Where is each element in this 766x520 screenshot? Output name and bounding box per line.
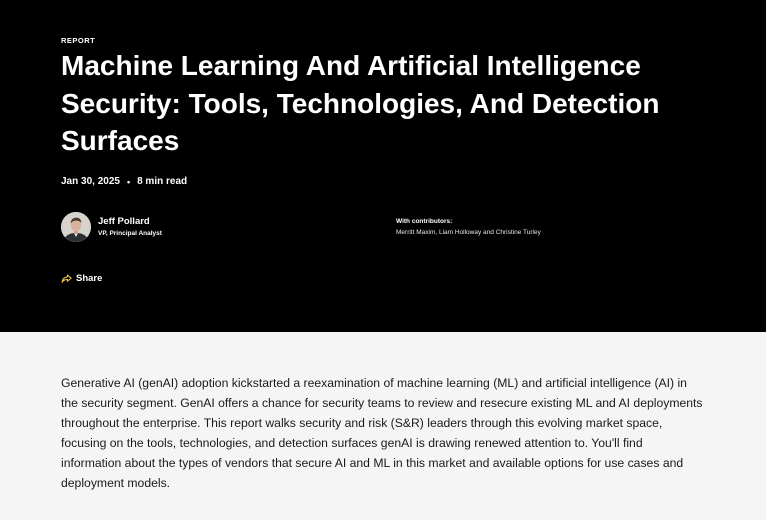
share-button[interactable] <box>61 273 102 284</box>
contributors-block <box>396 217 541 238</box>
contributors-names: Merritt Maxim, Liam Holloway and Christine Turley <box>396 229 541 236</box>
report-type-label: REPORT <box>61 36 96 45</box>
author-block[interactable] <box>61 212 162 242</box>
page-title: Machine Learning And Artificial Intelligence Security: Tools, Technologies, And Detection Surfaces <box>61 50 660 156</box>
contributors-label: With contributors: <box>396 218 453 225</box>
avatar[interactable] <box>61 212 91 242</box>
meta-separator: • <box>126 176 131 187</box>
publish-date: Jan 30, 2025 <box>61 176 120 187</box>
share-icon <box>61 273 72 284</box>
read-time: 8 min read <box>137 176 188 187</box>
author-role: VP, Principal Analyst <box>98 230 162 237</box>
author-name[interactable]: Jeff Pollard <box>98 216 150 227</box>
share-label: Share <box>76 273 103 284</box>
avatar-image <box>61 212 91 242</box>
report-summary: Generative AI (genAI) adoption kickstarted a reexamination of machine learning (ML) and artificial intelligence (AI) in the security segment. GenAI offers a chance for security teams to review and resecure existing ML and AI deployments throughout the enterprise. This report walks security and risk (S&R) leaders through this evolving market space, focusing on the tools, technologies, and detection surfaces genAI is drawing renewed attention to. You'll find information about the types of vendors that secure AI and ML in this market and available options for use cases and deployment models. <box>61 376 703 490</box>
report-meta <box>61 176 187 187</box>
